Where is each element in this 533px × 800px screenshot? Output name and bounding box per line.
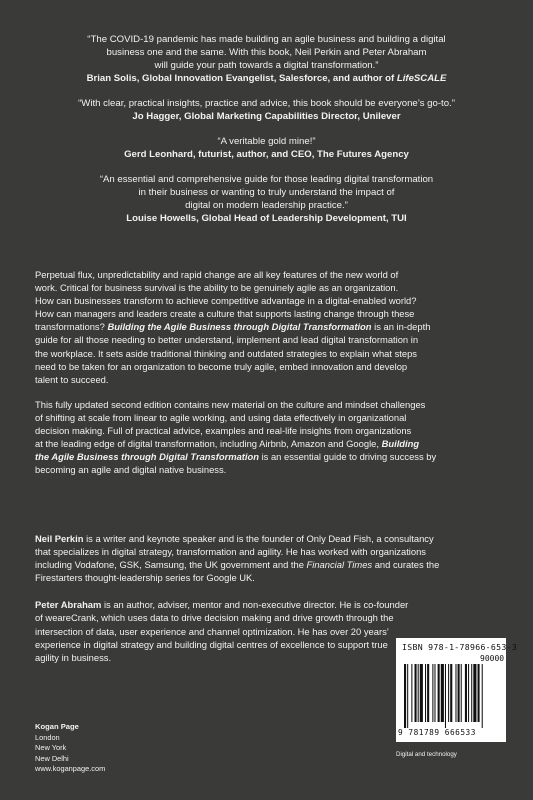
- quote-text: “An essential and comprehensive guide for those leading digital transformation: [99, 174, 434, 185]
- barcode-bar: [445, 664, 446, 728]
- text-run: is an author, adviser, mentor and non-executive director. He is co-founder: [101, 599, 409, 611]
- barcode-bar: [461, 664, 462, 722]
- barcode-bar: [418, 664, 419, 722]
- barcode-bar: [448, 664, 449, 722]
- text-line: [35, 450, 501, 463]
- text-run: and curates the: [372, 559, 440, 571]
- barcode-bar: [438, 664, 440, 722]
- text-line: [35, 437, 501, 450]
- subject-category: Digital and technology: [396, 751, 457, 758]
- text-run: is a writer and keynote speaker and is the founder of Only Dead Fish, a consultancy: [83, 533, 434, 544]
- text-line: intersection of data, user experience and channel optimization. He has over 20 years’: [35, 625, 389, 637]
- quote-text: “With clear, practical insights, practice and advice, this book should be everyone’s go-to.”: [78, 98, 455, 109]
- endorsement-4: [40, 173, 493, 225]
- publisher-imprint: [35, 722, 105, 775]
- blurb: [35, 268, 501, 489]
- quote-text: business one and the same. With this book, Neil Perkin and Peter Abraham: [106, 47, 427, 58]
- barcode-bar: [465, 664, 467, 722]
- barcode-bar: [434, 664, 435, 722]
- barcode-bar: [407, 664, 408, 728]
- barcode-bar: [415, 664, 417, 722]
- quote-attribution: Jo Hagger, Global Marketing Capabilities Director, Unilever: [132, 111, 401, 122]
- isbn-label: ISBN 978-1-78966-653-3: [402, 642, 518, 652]
- endorsements: [40, 33, 493, 237]
- text-line: the workplace. It sets aside traditional thinking and outdated strategies to explain what steps: [35, 347, 417, 359]
- text-line: [35, 320, 501, 333]
- text-line: experience in digital strategy and building digital centres of excellence to support true: [35, 638, 388, 650]
- text-line: Perpetual flux, unpredictability and rapid change are all key features of the new world of: [35, 269, 399, 280]
- endorsement-1: [40, 33, 493, 85]
- book-title: Building the Agile Business through Digital Transformation: [107, 321, 372, 333]
- barcode-bar: [425, 664, 426, 722]
- text-line: [35, 558, 501, 571]
- text-line: decision making. Full of practical advice, examples and real-life insights from organizations: [35, 425, 412, 437]
- quote-text: in their business or wanting to truly understand the impact of: [138, 187, 395, 198]
- text-run: transformations?: [35, 321, 108, 333]
- author-bio-1: [35, 532, 501, 584]
- barcode-bar: [478, 664, 480, 722]
- text-line: work. Critical for business survival is the ability to be genuinely agile as an organization.: [35, 282, 399, 294]
- text-run: including Vodafone, GSK, Samsung, the UK government and the: [35, 559, 307, 571]
- text-line: How can businesses transform to achieve competitive advantage in a digital-enabled world?: [35, 295, 417, 307]
- author-name: Peter Abraham: [35, 599, 102, 611]
- barcode-bar: [473, 664, 476, 722]
- quote-text: “A veritable gold mine!”: [217, 136, 316, 147]
- barcode-bar: [455, 664, 456, 722]
- barcode-digits: 9 781789 666533: [398, 728, 476, 737]
- quote-attribution: Gerd Leonhard, futurist, author, and CEO, The Futures Agency: [124, 149, 409, 160]
- publisher-city: New York: [35, 743, 67, 753]
- text-line: Firestarters thought-leadership series for Google UK.: [35, 572, 255, 584]
- attribution-text: Brian Solis, Global Innovation Evangelist, Salesforce, and author of: [86, 73, 397, 84]
- barcode-bar: [404, 664, 406, 728]
- text-line: How can managers and leaders create a culture that supports lasting change through these: [35, 308, 415, 320]
- author-name: Neil Perkin: [35, 533, 84, 544]
- quote-text: will guide your path towards a digital transformation.”: [154, 60, 379, 71]
- isbn-barcode: [396, 638, 518, 742]
- text-line: becoming an agile and digital native business.: [35, 464, 227, 476]
- barcode-bars: [402, 664, 500, 728]
- barcode-bar: [482, 664, 483, 728]
- book-title: LifeSCALE: [396, 73, 447, 84]
- publisher-city: New Delhi: [35, 753, 69, 763]
- barcode-bar: [450, 664, 452, 722]
- endorsement-2: [40, 97, 493, 123]
- quote-text: digital on modern leadership practice.”: [185, 200, 348, 211]
- text-line: agility in business.: [35, 651, 112, 663]
- quote-attribution: [40, 72, 493, 85]
- barcode-bar: [411, 664, 412, 722]
- quote-attribution: Louise Howells, Global Head of Leadership Development, TUI: [126, 213, 407, 224]
- text-line: that specializes in digital strategy, transformation and agility. He has worked with organizations: [35, 546, 426, 558]
- barcode-bar: [468, 664, 469, 722]
- publisher-name: Kogan Page: [35, 722, 79, 731]
- book-title: the Agile Business through Digital Transformation: [35, 451, 259, 463]
- publisher-city: London: [35, 732, 60, 742]
- price-addon: 90000: [480, 654, 505, 663]
- book-title: Building: [381, 438, 420, 450]
- text-line: of weareCrank, which uses data to drive decision making and drive growth through the: [35, 612, 394, 624]
- text-line: guide for all those needing to better understand, implement and lead digital transformation in: [35, 334, 419, 346]
- barcode-bar: [471, 664, 472, 722]
- blurb-paragraph-2: [35, 398, 501, 477]
- text-run: is an essential guide to driving success by: [258, 451, 437, 463]
- text-line: talent to succeed.: [35, 373, 109, 385]
- barcode-bar: [458, 664, 460, 722]
- barcode-bar: [432, 664, 433, 722]
- text-line: need to be taken for an organization to become truly agile, embed innovation and develop: [35, 360, 408, 372]
- text-run: at the leading edge of digital transformation, including Airbnb, Amazon and Google,: [35, 438, 382, 450]
- text-line: This fully updated second edition contains new material on the culture and mindset challenges: [35, 398, 426, 410]
- text-line: of shifting at scale from linear to agile working, and using data effectively in organizational: [35, 411, 407, 423]
- quote-text: “The COVID-19 pandemic has made building an agile business and building a digital: [87, 34, 446, 45]
- publication-title: Financial Times: [306, 559, 373, 571]
- text-run: is an in-depth: [371, 321, 431, 333]
- barcode-bar: [427, 664, 429, 722]
- endorsement-3: [40, 135, 493, 161]
- barcode-bar: [441, 664, 444, 722]
- blurb-paragraph-1: [35, 268, 501, 386]
- text-line: [35, 598, 501, 611]
- publisher-url: www.koganpage.com: [35, 764, 106, 774]
- text-line: [35, 532, 501, 545]
- barcode-bar: [420, 664, 423, 722]
